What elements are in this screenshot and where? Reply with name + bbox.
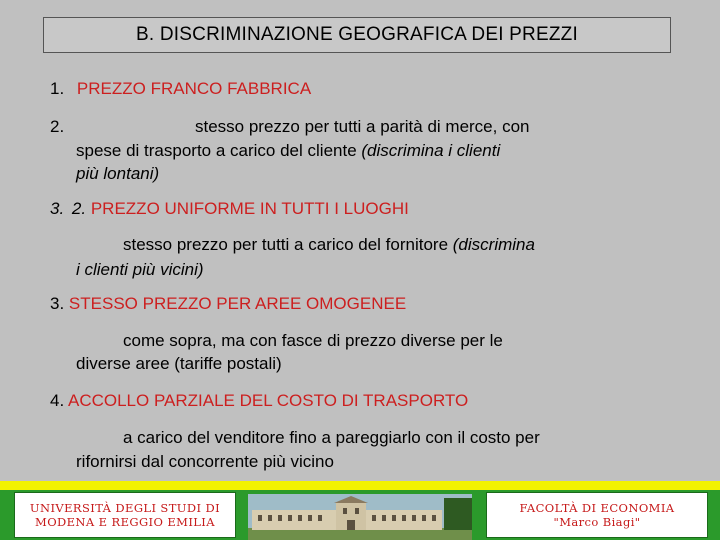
item-4-number: 3. xyxy=(50,294,65,313)
item-4-line-2: diverse aree (tariffe postali) xyxy=(76,354,282,373)
item-3-line-1-text: stesso prezzo per tutti a carico del fornitore xyxy=(123,235,453,254)
item-3-sub-number: 2. xyxy=(71,199,87,218)
item-4-label: STESSO PREZZO PER AREE OMOGENEE xyxy=(68,294,407,313)
faculty-name-line-2: "Marco Biagi" xyxy=(553,515,641,529)
university-name-line-2: MODENA E REGGIO EMILIA xyxy=(35,515,215,529)
item-5-heading xyxy=(50,389,468,412)
slide-title-text: B. DISCRIMINAZIONE GEOGRAFICA DEI PREZZI xyxy=(136,24,578,45)
item-1-label: PREZZO FRANCO FABBRICA xyxy=(76,79,312,98)
item-3-label: PREZZO UNIFORME IN TUTTI I LUOGHI xyxy=(90,199,409,218)
item-3-line-1-italic: (discrimina xyxy=(452,235,535,254)
item-5-line-1: a carico del venditore fino a pareggiarlo con il costo per xyxy=(123,428,540,447)
item-5-line-2: rifornirsi dal concorrente più vicino xyxy=(76,452,334,471)
slide-title xyxy=(43,17,671,53)
item-1-heading xyxy=(50,77,311,100)
item-4-line-1: come sopra, ma con fasce di prezzo diverse per le xyxy=(123,331,503,350)
faculty-logo xyxy=(486,492,708,538)
item-2-line-1: stesso prezzo per tutti a parità di merce, con xyxy=(195,117,530,136)
item-5-number: 4. xyxy=(50,391,65,410)
university-building-image xyxy=(248,494,472,540)
item-3-line-2: i clienti più vicini) xyxy=(76,260,204,279)
item-2-line-3: più lontani) xyxy=(76,164,160,183)
item-2-line-2 xyxy=(76,139,500,162)
item-3-line-1 xyxy=(123,233,535,256)
item-2-line-2-italic: (discrimina i clienti xyxy=(361,141,501,160)
faculty-name-line-1: FACOLTÀ DI ECONOMIA xyxy=(519,501,675,515)
item-2-line-2-text: spese di trasporto a carico del cliente xyxy=(76,141,362,160)
university-name-line-1: UNIVERSITÀ DEGLI STUDI DI xyxy=(29,501,221,515)
item-3-number: 3. xyxy=(50,199,65,218)
item-2-number: 2. xyxy=(50,117,65,136)
footer-yellow-bar xyxy=(0,481,720,490)
item-3-heading xyxy=(50,197,409,220)
item-4-heading xyxy=(50,292,406,315)
university-logo xyxy=(14,492,236,538)
item-5-label: ACCOLLO PARZIALE DEL COSTO DI TRASPORTO xyxy=(67,391,469,410)
item-1-number: 1. xyxy=(50,79,65,98)
